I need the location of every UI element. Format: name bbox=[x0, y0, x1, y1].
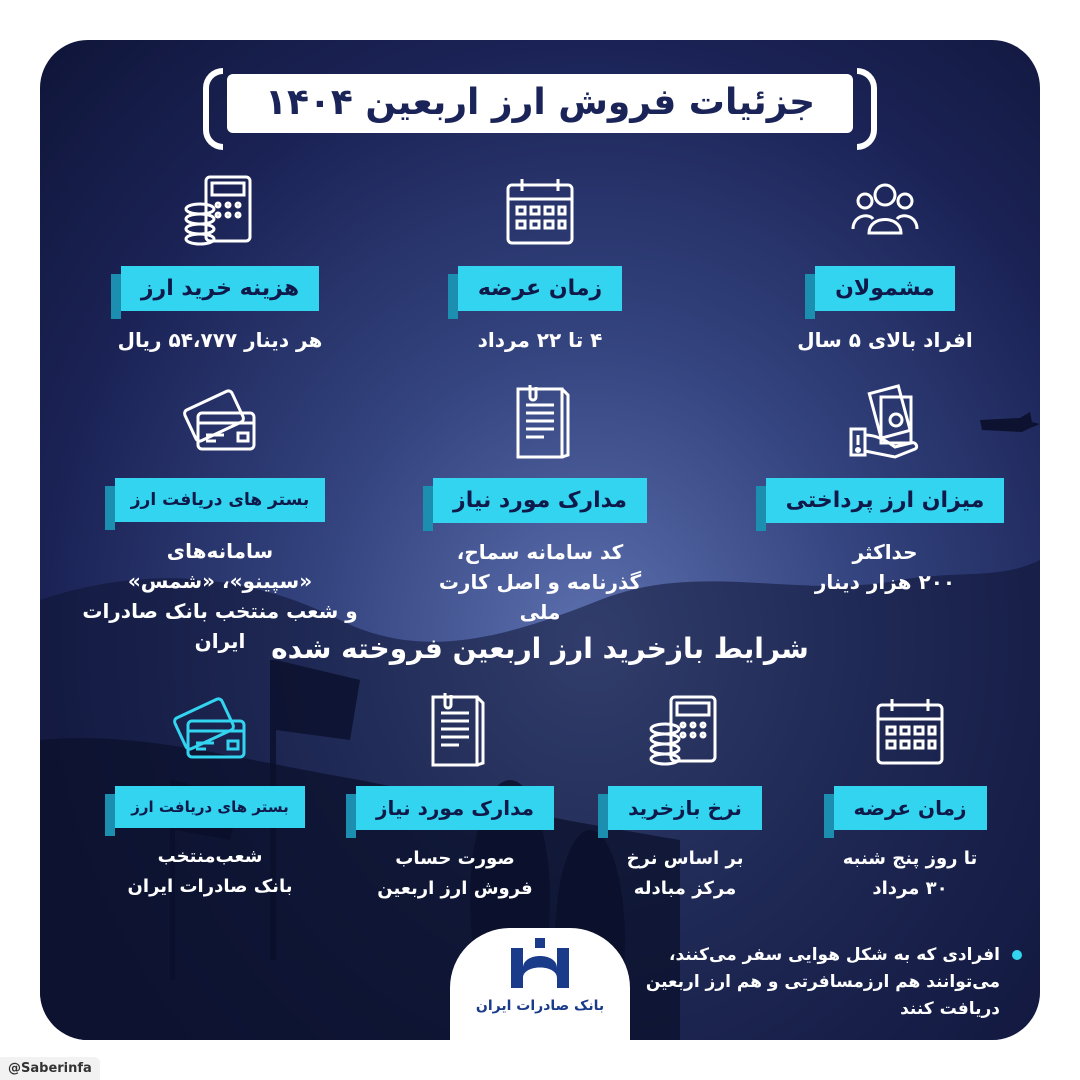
info-item-receive-channels bbox=[82, 378, 358, 656]
calculator-coins-icon bbox=[640, 686, 730, 776]
item-description: کد سامانه سماح، گذرنامه و اصل کارت ملی bbox=[438, 540, 642, 624]
credit-cards-icon bbox=[165, 686, 255, 776]
calendar-icon bbox=[495, 166, 585, 256]
document-icon bbox=[495, 378, 585, 468]
item-label: مشمولان bbox=[815, 266, 955, 311]
item-description: هر دینار ۵۴،۷۷۷ ریال bbox=[117, 328, 323, 352]
info-item-payment-amount bbox=[765, 378, 1005, 597]
page-title: جزئیات فروش ارز اربعین ۱۴۰۴ bbox=[227, 74, 853, 133]
info-item-eligible bbox=[765, 166, 1005, 355]
users-icon bbox=[840, 166, 930, 256]
info-item-offer-time bbox=[420, 166, 660, 355]
cash-hand-icon bbox=[840, 378, 930, 468]
item-description: شعب‌منتخب بانک صادرات ایران bbox=[127, 846, 293, 897]
bullet-dot bbox=[1012, 950, 1022, 960]
repurchase-item-channels bbox=[110, 686, 310, 902]
credit-cards-icon bbox=[175, 378, 265, 468]
repurchase-item-rate bbox=[585, 686, 785, 904]
watermark: @Saberinfa bbox=[0, 1057, 100, 1080]
repurchase-section-title: شرایط بازخرید ارز اربعین فروخته شده bbox=[271, 632, 809, 665]
calendar-icon bbox=[865, 686, 955, 776]
info-item-purchase-cost bbox=[100, 166, 340, 355]
item-label: میزان ارز پرداختی bbox=[766, 478, 1005, 523]
item-description: بر اساس نرخ مرکز مبادله bbox=[626, 848, 744, 899]
item-description: صورت حساب فروش ارز اربعین bbox=[377, 848, 533, 899]
bank-logo bbox=[450, 928, 630, 1040]
info-item-required-documents bbox=[420, 378, 660, 627]
infographic-card bbox=[40, 40, 1040, 1040]
document-icon bbox=[410, 686, 500, 776]
item-label: بستر های دریافت ارز bbox=[115, 786, 305, 828]
item-label: نرخ بازخرید bbox=[608, 786, 762, 830]
repurchase-item-time bbox=[810, 686, 1010, 904]
item-label: زمان عرضه bbox=[834, 786, 987, 830]
item-label: هزینه خرید ارز bbox=[121, 266, 319, 311]
item-description: افراد بالای ۵ سال bbox=[797, 328, 973, 352]
item-label: مدارک مورد نیاز bbox=[433, 478, 647, 523]
travel-note: افرادی که به شکل هوایی سفر می‌کنند، می‌توانند هم ارزمسافرتی و هم ارز اربعین دریافت کنند bbox=[640, 942, 1000, 1023]
item-description: سامانه‌های «سپینو»، «شمس» و شعب منتخب بانک صادرات ایران bbox=[82, 539, 358, 653]
item-description: حداکثر ۲۰۰ هزار دینار bbox=[814, 540, 956, 594]
item-label: زمان عرضه bbox=[458, 266, 622, 311]
item-description: ۴ تا ۲۲ مرداد bbox=[477, 328, 603, 352]
item-description: تا روز پنج شنبه ۳۰ مرداد bbox=[842, 848, 978, 899]
item-label: مدارک مورد نیاز bbox=[356, 786, 554, 830]
calculator-coins-icon bbox=[175, 166, 265, 256]
item-label: بستر های دریافت ارز bbox=[115, 478, 326, 522]
repurchase-item-documents bbox=[355, 686, 555, 904]
bank-logo-text: بانک صادرات ایران bbox=[475, 998, 605, 1014]
bank-saderat-logo-icon bbox=[505, 938, 575, 994]
